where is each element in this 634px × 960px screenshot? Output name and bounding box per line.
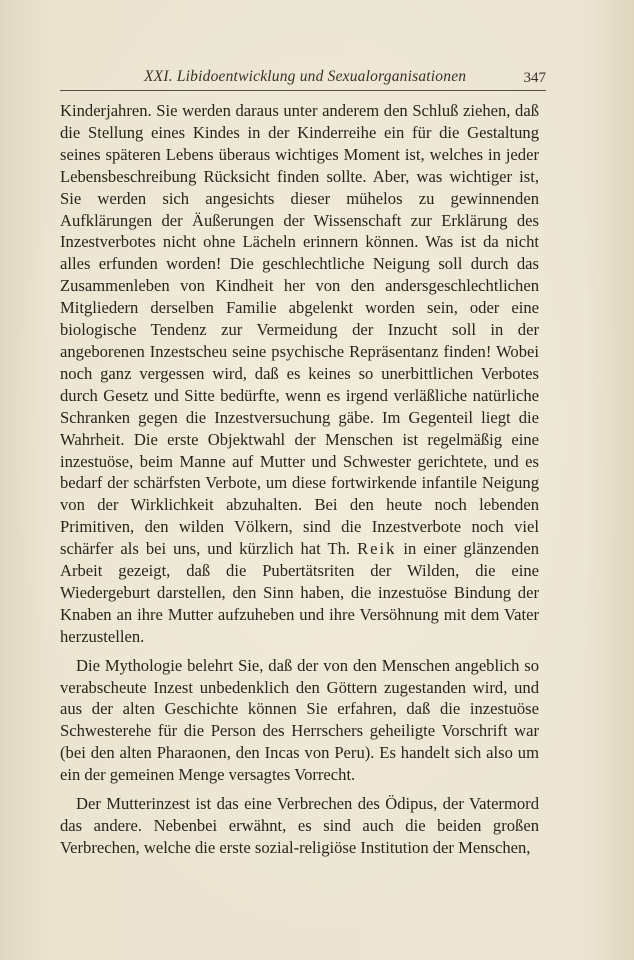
running-head: XXI. Libidoentwicklung und Sexualorganisationen — [144, 68, 467, 85]
page-header — [60, 60, 546, 92]
paragraph-1-text-after: in einer glänzenden Arbeit gezeigt, daß die Pubertätsriten der Wilden, die eine Wiedergeburt darstellen, den Sinn haben, die inzestuöse Bindung der Knaben an ihre Mutter aufzuheben und ihre Versöhnung mit dem Vater herzustellen. — [60, 539, 540, 646]
author-name-reik: Reik — [357, 539, 397, 559]
page-number: 347 — [523, 70, 546, 86]
body-text — [60, 100, 539, 859]
paragraph-3: Der Mutterinzest ist das eine Verbrechen des Ödipus, der Vatermord das andere. Nebenbei erwähnt, es sind auch die beiden großen Verbrechen, welche die erste sozial-religiöse Institution der Menschen, — [60, 794, 539, 857]
paragraph-2: Die Mythologie belehrt Sie, daß der von den Menschen angeblich so verabscheute Inzest unbedenklich den Göttern zugestanden wird, und aus der alten Geschichte können Sie erfahren, daß die inzestuöse Schwesterehe für die Person des Herrschers geheiligte Vorschrift war (bei den alten Pharaonen, den Incas von Peru). Es handelt sich also um ein der gemeinen Menge versagtes Vorrecht. — [60, 655, 539, 785]
paragraph-1 — [60, 100, 539, 648]
header-rule — [60, 90, 546, 91]
paragraph-1-text-before: Kinderjahren. Sie werden daraus unter anderem den Schluß ziehen, daß die Stellung eines Kindes in der Kinderreihe ein für die Gestaltung seines späteren Lebens überaus wichtiges Moment ist, welches in jeder Lebensbeschreibung Rücksicht finden sollte. Aber, was wichtiger ist, Sie werden sich angesichts dieser mühelos zu gewinnenden Aufklärungen der Äußerungen der Wissenschaft zur Erklärung des Inzestverbotes nicht ohne Lächeln erinnern können. Was ist da nicht alles erfunden worden! Die geschlechtliche Neigung soll durch das Zusammenleben von Kindheit her von den andersgeschlechtlichen Mitgliedern derselben Familie abgelenkt worden sein, oder eine biologische Tendenz zur Vermeidung der Inzucht soll in der angeborenen Inzestscheu seine psychische Repräsentanz finden! Wobei noch ganz vergessen wird, daß es keines so unerbittlichen Verbotes durch Gesetz und Sitte bedürfte, wenn es irgend verläßliche natürliche Schranken gegen die Inzestversuchung gäbe. Im Gegenteil liegt die Wahrheit. Die erste Objektwahl der Menschen ist regelmäßig eine inzestuöse, beim Manne auf Mutter und Schwester gerichtete, und es bedarf der schärfsten Verbote, um diese fortwirkende infantile Neigung von der Wirklichkeit abzuhalten. Bei den heute noch lebenden Primitiven, den wilden Völkern, sind die Inzestverbote noch viel schärfer als bei uns, und kürzlich hat Th. — [60, 101, 539, 559]
